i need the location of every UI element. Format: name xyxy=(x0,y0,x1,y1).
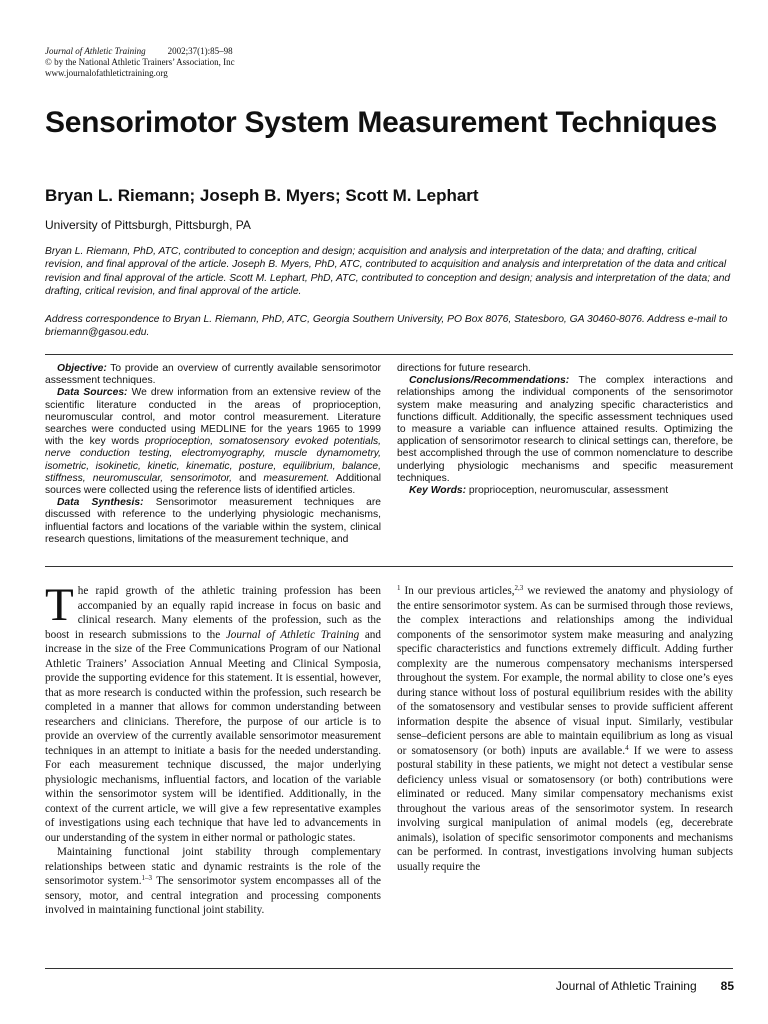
author-affiliation: University of Pittsburgh, Pittsburgh, PA xyxy=(45,218,251,232)
journal-website: www.journalofathletictraining.org xyxy=(45,68,168,78)
author-contributions: Bryan L. Riemann, PhD, ATC, contributed to conception and design; acquisition and analysis and interpretation of the data; and drafting, critical revision, and final approval of the article. Joseph B. Myers, PhD, ATC, contributed to acquisition and analysis and interpretation of the data and critical revision and final approval of the article. Scott M. Lephart, PhD, ATC, contributed to conception and design; analysis and interpretation of the data; and drafting, critical revision, and final approval of the article. xyxy=(45,246,731,298)
article-authors: Bryan L. Riemann; Joseph B. Myers; Scott M. Lephart xyxy=(45,186,479,205)
footer-rule xyxy=(45,968,733,969)
body-paragraph-2: Maintaining functional joint stability through complementary relationships between static and dynamic restraints is the role of the sensorimotor system.$^{1-3}$ The sensorimotor system encompasses all of the sensory, motor, and central integration and processing components involved in maintaining functional joint stability. xyxy=(45,846,382,916)
body-right-column xyxy=(397,584,733,874)
journal-citation-line xyxy=(45,46,235,57)
citation-ref: 1 xyxy=(397,584,401,592)
article-title: Sensorimotor System Measurement Techniques xyxy=(45,106,718,139)
citation-ref: 2,3 xyxy=(514,584,524,592)
abstract-conclusions: Conclusions/Recommendations: The complex interactions and relationships among the individual components of the sensorimotor system make measuring and analyzing specific characteristics and functions difficult. Additionally, the specific assessment techniques used to measure a variable can influence attained results. Optimizing the application of sensorimotor research to clinical settings can, therefore, be best accomplished through the use of common nomenclature to describe underlying physiologic mechanisms and specific measurement techniques. xyxy=(397,375,733,484)
journal-citation: 2002;37(1):85–98 xyxy=(167,46,233,56)
abstract-continued xyxy=(397,363,733,375)
correspondence-address: Address correspondence to Bryan L. Riemann, PhD, ATC, Georgia Southern University, PO Box 8076, Statesboro, GA 30460-8076. Address e-mail to briemann@gasou.edu. xyxy=(45,314,728,339)
abstract-continued-spacer: directions for future research. xyxy=(397,363,531,374)
abstract-objective: Objective: To provide an overview of currently available sensorimotor assessment techniques. xyxy=(45,363,381,387)
journal-meta xyxy=(45,46,235,79)
body-paragraph-2-continued: $^1$ In our previous articles,$^{2,3}$ we reviewed the anatomy and physiology of the entire sensorimotor system. As can be surmised through those reviews, the complex interactions and relationships among the individual components of the sensorimotor system make measuring and analyzing specific characteristics and functions extremely difficult. Adding further complexity are the numerous compensatory mechanisms interspersed throughout the system. For example, the normal ability to close one’s eyes during stance without loss of postural equilibrium resides with the ability of the somatosensory and vestibular senses to provide sufficient afferent information despite the absence of visual input. Similarly, vestibular sense–deficient persons are able to maintain equilibrium as long as visual or somatosensory (or both) inputs are available.$^4$ If we were to assess postural stability in these patients, we might not detect a vestibular sense deficiency unless visual or somatosensory (or both) contributions were eliminated or reduced. Many similar compensatory mechanisms exist throughout the various areas of the sensorimotor system. In research involving surgical manipulation of animal models (eg, decerebrate animals), isolation of specific sensorimotor components and mechanisms can be performed. In contrast, investigations involving human subjects usually require the xyxy=(397,584,734,873)
abstract-data-sources: Data Sources: We drew information from an extensive review of the scientific literature conducted in the areas of proprioception, neuromuscular control, and motor control measurement. Literature searches were conducted using MEDLINE for the years 1965 to 1999 with the key words proprioception, somatosensory evoked potentials, nerve conduction testing, electromyography, muscle dynamometry, isometric, isokinetic, kinetic, kinematic, posture, equilibrium, balance, stiffness, neuromuscular, sensorimotor, and measurement. Additional sources were collected using the reference lists of identified articles. xyxy=(45,387,382,497)
abstract-bottom-rule xyxy=(45,566,733,567)
abstract-data-synthesis: Data Synthesis: Sensorimotor measurement techniques are discussed with reference to the underlying physiologic mechanisms, influential factors and locations of the variable within the system, clinical research questions, limitations of the measurement technique, and xyxy=(45,497,381,545)
body-left-column xyxy=(45,579,382,918)
drop-cap: T xyxy=(45,579,74,631)
abstract-top-rule xyxy=(45,354,733,355)
footer-journal-name: Journal of Athletic Training xyxy=(555,979,697,993)
page-footer xyxy=(556,979,734,993)
abstract-right-column xyxy=(397,363,733,497)
citation-ref: 4 xyxy=(625,743,629,752)
abstract-keywords: Key Words: proprioception, neuromuscular, assessment xyxy=(409,485,669,497)
page-number: 85 xyxy=(720,979,734,993)
abstract-left-column xyxy=(45,363,381,546)
citation-ref: 1–3 xyxy=(141,874,153,882)
journal-name: Journal of Athletic Training xyxy=(45,46,146,56)
journal-copyright: © by the National Athletic Trainers’ Association, Inc xyxy=(45,57,235,67)
body-paragraph-1: The rapid growth of the athletic training profession has been accompanied by an equally rapid increase in focus on basic and clinical research. Many elements of the profession, such as the boost in research submissions to the Journal of Athletic Training and increase in the size of the Free Communications Program of our National Athletic Trainers’ Association Annual Meeting and Clinical Symposia, provide the supporting evidence for this statement. It is essential, however, that as more research is conducted within the profession, such research be completed in a manner that allows for common understanding between researchers and clinicians. Therefore, the purpose of our article is to provide an overview of the currently available sensorimotor measurement techniques in an attempt to initiate a basis for the needed understanding. For each measurement technique discussed, the major underlying physiologic mechanisms, influential factors, and location of the variable within the sensorimotor system will be identified. Additionally, in the context of the current article, we will give a few representative examples of investigations using each technique that have led to advancements in our understanding of the system in either normal or pathologic states. xyxy=(45,579,381,844)
journal-reference: Journal of Athletic Training xyxy=(225,628,360,641)
